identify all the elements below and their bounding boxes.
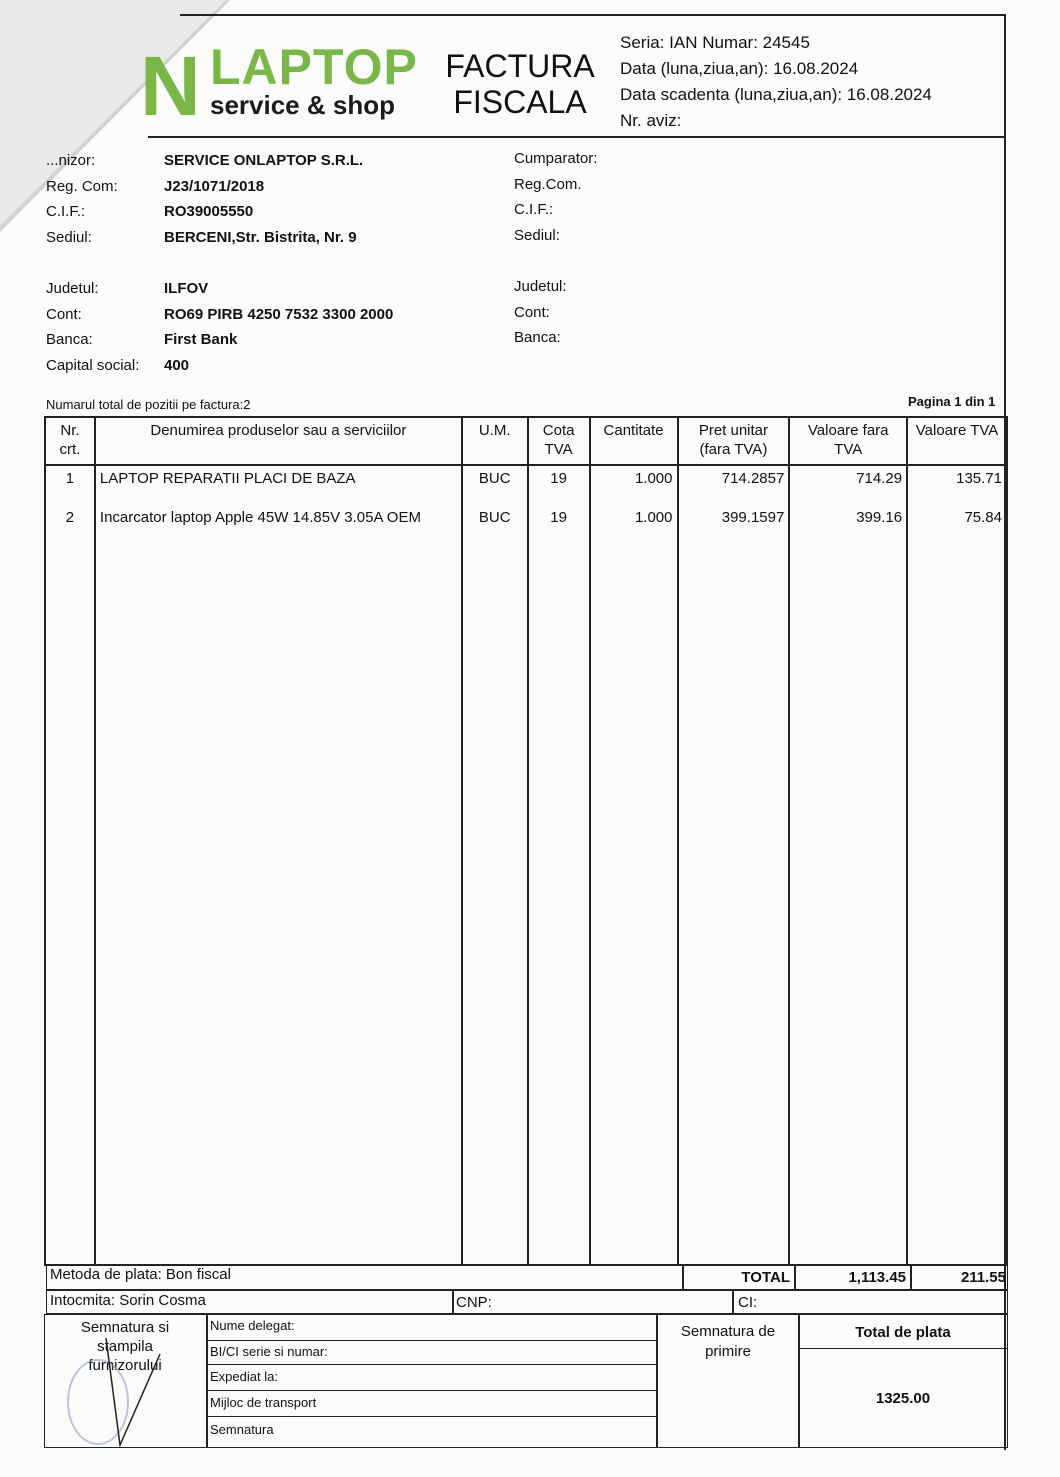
- seller-label: Judetul:: [46, 280, 99, 297]
- table-filler-row: [45, 545, 1007, 1265]
- row-cota: 19: [528, 505, 590, 545]
- total-positions: Numarul total de pozitii pe factura:2: [46, 397, 251, 412]
- col-header: Valoare fara TVA: [789, 417, 907, 465]
- divider: [452, 1290, 454, 1314]
- supplier-signature-label: Semnatura si stampila furnizorului: [80, 1319, 170, 1374]
- issued-by: Intocmita: Sorin Cosma: [50, 1292, 206, 1309]
- divider: [206, 1314, 208, 1448]
- col-header: Denumirea produselor sau a serviciilor: [95, 417, 462, 465]
- total-to-pay-value: 1325.00: [875, 1390, 931, 1407]
- invoice-due-date: Data scadenta (luna,ziua,an): 16.08.2024: [620, 85, 932, 104]
- seller-labels-2: [46, 276, 139, 378]
- title-line-1: FACTURA: [445, 48, 595, 84]
- buyer-label: Reg.Com.: [514, 175, 582, 193]
- row-value: 714.29: [789, 465, 907, 505]
- divider: [794, 1264, 796, 1290]
- seller-account: RO69 PIRB 4250 7532 3300 2000: [164, 305, 394, 323]
- seller-address: BERCENI,Str. Bistrita, Nr. 9: [164, 228, 357, 246]
- divider: [206, 1364, 656, 1365]
- row-um: BUC: [462, 465, 528, 505]
- total-tva: 211.55: [960, 1269, 1006, 1286]
- logo-letter: N: [140, 39, 201, 133]
- seller-reg-com: J23/1071/2018: [164, 177, 265, 195]
- logo-main: LAPTOP: [210, 39, 418, 95]
- frame-top-line: [180, 14, 1006, 16]
- col-header: Cantitate: [590, 417, 678, 465]
- row-name: LAPTOP REPARATII PLACI DE BAZA: [95, 465, 462, 505]
- seller-bank: First Bank: [164, 331, 238, 348]
- buyer-label: Cumparator:: [514, 150, 598, 167]
- seller-labels: [46, 148, 118, 250]
- table-row: [45, 505, 1007, 545]
- header-divider: [148, 136, 1004, 138]
- receipt-signature-label: Semnatura de primire: [680, 1323, 776, 1360]
- seller-label: C.I.F.:: [46, 203, 86, 220]
- col-header: Pret unitar (fara TVA): [678, 417, 790, 465]
- seller-capital: 400: [164, 356, 190, 374]
- seller-label: Capital social:: [46, 356, 140, 374]
- title-line-2: FISCALA: [453, 84, 587, 120]
- row-nr: 1: [45, 465, 95, 505]
- divider: [682, 1264, 684, 1290]
- buyer-label: C.I.F.:: [514, 201, 554, 218]
- divider: [206, 1416, 656, 1417]
- divider: [910, 1264, 912, 1290]
- payment-method: Metoda de plata: Bon fiscal: [50, 1266, 231, 1283]
- col-header: Cota TVA: [528, 417, 590, 465]
- table-row: [45, 465, 1007, 505]
- document-title: [440, 48, 600, 120]
- seller-name: SERVICE ONLAPTOP S.R.L.: [164, 152, 364, 169]
- total-value: 1,113.45: [848, 1269, 906, 1286]
- row-price: 714.2857: [678, 465, 790, 505]
- logo-sub: service & shop: [210, 90, 395, 120]
- divider: [206, 1340, 656, 1341]
- invoice-series: Seria: IAN Numar: 24545: [620, 33, 810, 52]
- seller-values: [164, 148, 363, 250]
- invoice-date: Data (luna,ziua,an): 16.08.2024: [620, 59, 859, 78]
- ci-label: CI:: [738, 1294, 758, 1311]
- seller-label: ...nizor:: [46, 152, 96, 169]
- signature-label: Semnatura: [210, 1422, 274, 1437]
- col-header: U.M.: [462, 417, 528, 465]
- row-um: BUC: [462, 505, 528, 545]
- seller-cif: RO39005550: [164, 203, 254, 220]
- divider: [206, 1390, 656, 1391]
- total-to-pay-label: Total de plata: [855, 1324, 951, 1341]
- buyer-label: Banca:: [514, 329, 561, 346]
- id-card-label: BI/CI serie si numar:: [210, 1344, 328, 1359]
- transport-label: Mijloc de transport: [210, 1395, 317, 1410]
- invoice-info: [620, 30, 932, 134]
- page-number: Pagina 1 din 1: [908, 394, 996, 409]
- cnp-label: CNP:: [456, 1294, 492, 1311]
- invoice-aviz: Nr. aviz:: [620, 111, 682, 130]
- items-table: [44, 416, 1008, 1266]
- col-header: Valoare TVA: [907, 417, 1007, 465]
- row-price: 399.1597: [678, 505, 790, 545]
- total-label: TOTAL: [741, 1269, 790, 1286]
- buyer-labels: [514, 146, 597, 248]
- divider: [798, 1348, 1008, 1349]
- row-name: Incarcator laptop Apple 45W 14.85V 3.05A OEM: [95, 505, 462, 545]
- table-header-row: [45, 417, 1007, 465]
- buyer-label: Cont:: [514, 303, 550, 321]
- seller-values-2: [164, 276, 393, 378]
- row-cota: 19: [528, 465, 590, 505]
- row-qty: 1.000: [590, 465, 678, 505]
- row-nr: 2: [45, 505, 95, 545]
- row-tva: 135.71: [907, 465, 1007, 505]
- seller-label: Sediul:: [46, 228, 92, 246]
- buyer-label: Judetul:: [514, 278, 567, 295]
- delegate-name-label: Nume delegat:: [210, 1318, 295, 1333]
- row-qty: 1.000: [590, 505, 678, 545]
- col-header: Nr. crt.: [45, 417, 95, 465]
- row-tva: 75.84: [907, 505, 1007, 545]
- buyer-label: Sediul:: [514, 226, 560, 244]
- divider: [656, 1314, 658, 1448]
- supplier-stamp-signature: [60, 1330, 200, 1448]
- shipped-to-label: Expediat la:: [210, 1369, 278, 1384]
- seller-county: ILFOV: [164, 280, 209, 297]
- seller-label: Reg. Com:: [46, 177, 118, 195]
- divider: [732, 1290, 734, 1314]
- buyer-labels-2: [514, 274, 567, 351]
- seller-label: Cont:: [46, 305, 82, 323]
- seller-label: Banca:: [46, 331, 93, 348]
- row-value: 399.16: [789, 505, 907, 545]
